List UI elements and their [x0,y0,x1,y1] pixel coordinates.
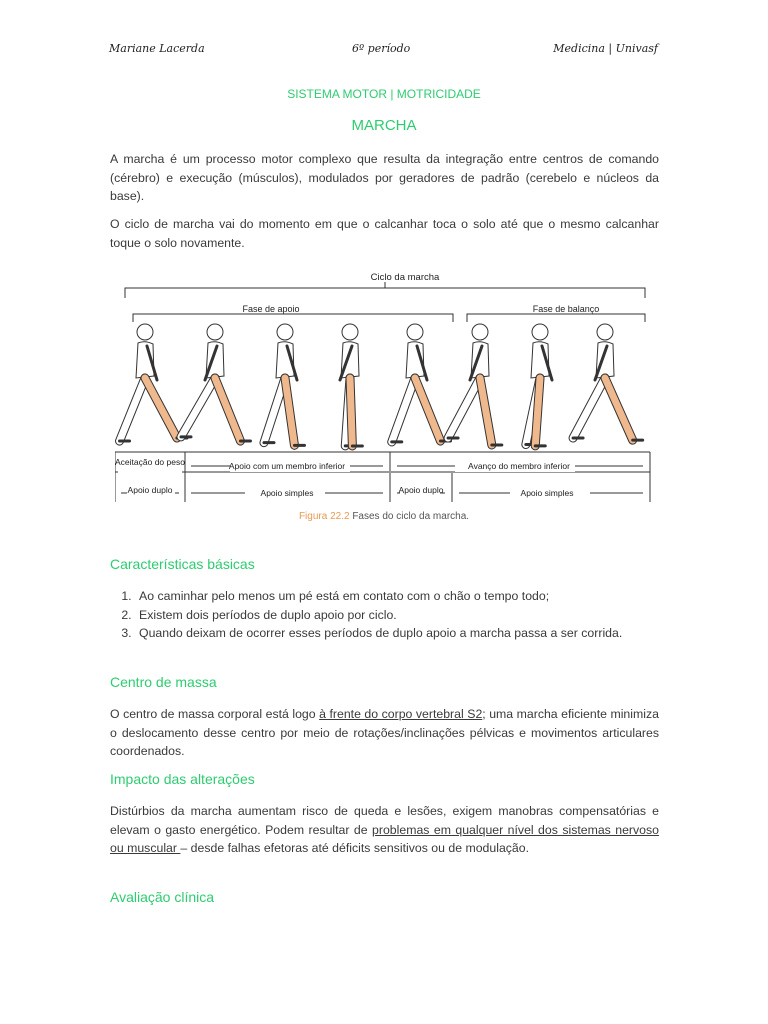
heading-mass: Centro de massa [110,674,217,690]
limb-advancement-label: Avanço do membro inferior [468,461,570,471]
caption-text: Fases do ciclo da marcha. [352,511,470,522]
intro-paragraph-1: A marcha é um processo motor complexo que resulta da integração entre centros de comando (cérebro) e execução (músculos), modulados por geradores de padrão (cerebelo e núcleos da base). [110,152,659,203]
mass-paragraph [110,705,659,761]
walker-figure [392,324,451,442]
heading-impact: Impacto das alterações [110,771,255,787]
page-subtitle: SISTEMA MOTOR | MOTRICIDADE [287,87,481,101]
double-support-label-2: Apoio duplo [398,485,444,495]
walker-figure [264,324,304,445]
walker-figure [526,324,552,446]
single-support-label-1: Apoio simples [260,488,314,498]
heading-basics: Características básicas [110,556,255,572]
double-support-label-1: Apoio duplo [127,485,173,495]
caption-number: Figura 22.2 [298,511,350,522]
page-title: MARCHA [351,117,417,134]
mass-underlined-text: à frente do corpo vertebral S2 [319,707,483,721]
list-item: 3. Quando deixam de ocorrer esses períodos de duplo apoio a marcha passa a ser corrida. [135,624,684,643]
mass-text-1: O centro de massa corporal está logo [110,707,320,721]
cycle-label: Ciclo da marcha [370,272,440,283]
swing-phase-label: Fase de balanço [532,304,600,314]
header-author: Mariane Lacerda [109,42,205,55]
walker-figure [573,324,643,440]
single-limb-support-label: Apoio com um membro inferior [228,461,346,471]
walker-figure [120,324,187,441]
figure-caption [0,511,768,522]
mass-text-2: ; uma marcha eficiente minimiza o deslocamento desse centro por meio de rotações/inclinações pélvicas e movimentos articulares coordenados. [110,707,659,758]
header-course: Medicina | Univasf [553,42,658,55]
intro-paragraph-2: O ciclo de marcha vai do momento em que o calcanhar toca o solo até que o mesmo calcanhar toque o solo novamente. [110,217,659,250]
single-support-label-2: Apoio simples [520,488,574,498]
weight-acceptance-label: Aceitação do peso [115,457,185,467]
list-item: 1. Ao caminhar pelo menos um pé está em contato com o chão o tempo todo; [135,587,684,606]
impact-text-2: – desde falhas efetoras até déficits sensitivos ou de modulação. [180,841,530,855]
basics-list [110,587,684,643]
walker-figure [448,324,502,445]
walker-figure [340,324,362,446]
impact-underlined-text: problemas em qualquer nível dos sistemas nervoso ou muscular [110,822,660,855]
support-phase-label: Fase de apoio [242,304,300,314]
impact-paragraph [110,802,659,858]
header-period: 6º período [352,42,411,55]
list-item: 2. Existem dois períodos de duplo apoio por ciclo. [135,606,684,625]
heading-evaluation: Avaliação clínica [110,889,215,905]
impact-text-1: Distúrbios da marcha aumentam risco de queda e lesões, exigem manobras compensatórias e elevam o gasto energético. Podem resultar de [110,804,659,837]
walker-figure [181,324,250,441]
gait-cycle-figure [115,268,655,528]
walker-figures [120,324,643,446]
